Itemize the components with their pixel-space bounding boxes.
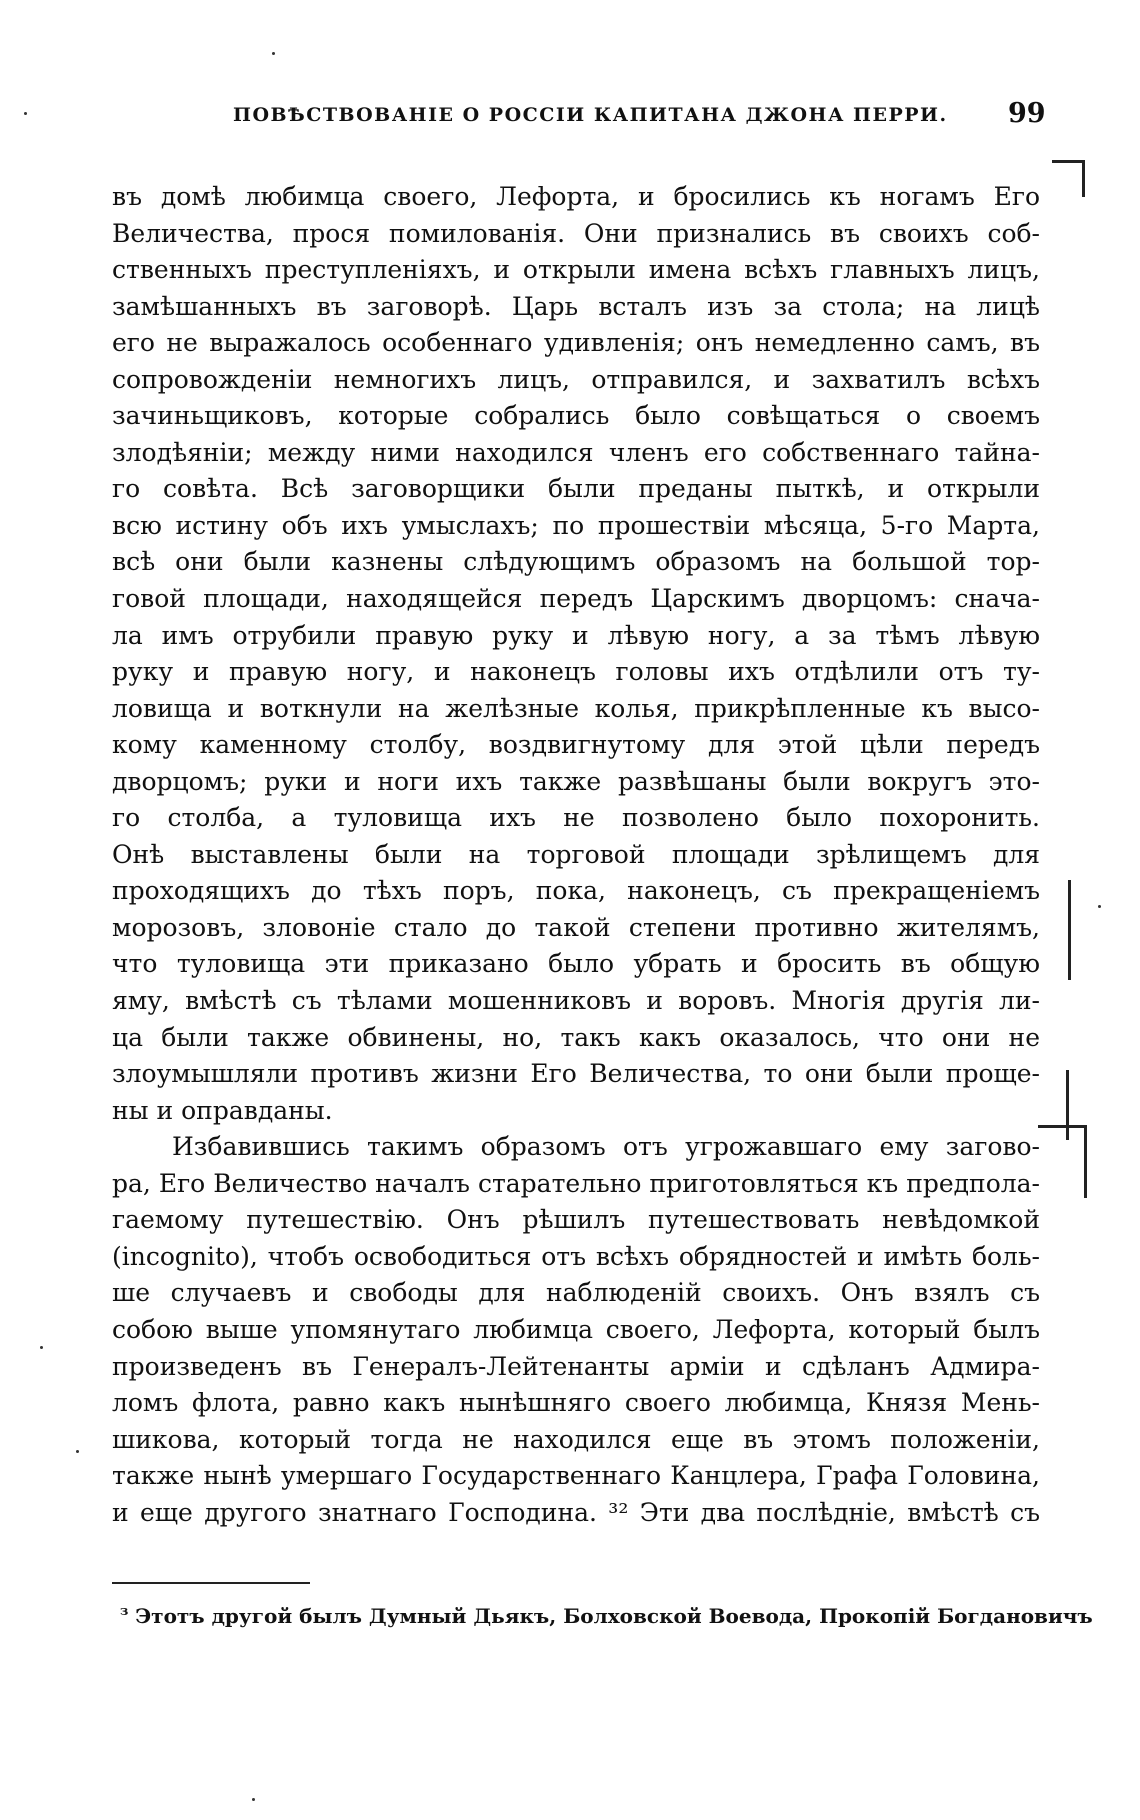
text-line: шикова, который тогда не находился еще въ этомъ положеніи, [112, 1424, 1040, 1454]
text-line: ра, Его Величество началъ старательно приготовляться къ предпола- [112, 1168, 1040, 1198]
text-line: яму, вмѣстѣ съ тѣлами мошенниковъ и воровъ. Многія другія ли- [112, 986, 1040, 1016]
text-line: морозовъ, зловоніе стало до такой степени противно жителямъ, [112, 912, 1040, 942]
text-line: кому каменному столбу, воздвигнутому для этой цѣли передъ [112, 730, 1040, 760]
text-line: ственныхъ преступленіяхъ, и открыли имена всѣхъ главныхъ лицъ, [112, 255, 1040, 285]
text-line: всю истину объ ихъ умыслахъ; по прошествіи мѣсяца, 5-го Марта, [112, 510, 1040, 540]
margin-bracket-mark [1038, 1125, 1087, 1198]
text-line: собою выше упомянутаго любимца своего, Лефорта, который былъ [112, 1314, 1040, 1344]
text-line: ломъ флота, равно какъ нынѣшняго своего любимца, Князя Мень- [112, 1388, 1040, 1418]
scan-speck [252, 1798, 255, 1801]
text-line: всѣ они были казнены слѣдующимъ образомъ на большой тор- [112, 547, 1040, 577]
text-line: Величества, прося помилованія. Они признались въ своихъ соб- [112, 218, 1040, 248]
paragraph-end-line: ны и оправданы. [112, 1095, 333, 1125]
margin-line-mark [1064, 880, 1071, 980]
scan-speck [1098, 905, 1101, 908]
text-line: дворцомъ; руки и ноги ихъ также развѣшаны были вокругъ это- [112, 766, 1040, 796]
scan-speck [76, 1450, 79, 1453]
scan-speck [40, 1346, 43, 1349]
margin-bracket-mark [1052, 160, 1085, 197]
body-text [112, 179, 1040, 1531]
footnote [120, 1604, 1093, 1628]
text-line: ловища и воткнули на желѣзные колья, прикрѣпленные къ высо- [112, 693, 1040, 723]
footnote-marker: з [120, 1604, 129, 1619]
text-line: гаемому путешествію. Онъ рѣшилъ путешествовать невѣдомкой [112, 1205, 1040, 1235]
text-line: ла имъ отрубили правую руку и лѣвую ногу, а за тѣмъ лѣвую [112, 620, 1040, 650]
text-line: го столба, а туловища ихъ не позволено было похоронить. [112, 803, 1040, 833]
text-line: произведенъ въ Генералъ-Лейтенанты арміи и сдѣланъ Адмира- [112, 1351, 1040, 1381]
text-line: что туловища эти приказано было убрать и бросить въ общую [112, 949, 1040, 979]
text-line: проходящихъ до тѣхъ поръ, пока, наконецъ, съ прекращеніемъ [112, 876, 1040, 906]
text-line: въ домѣ любимца своего, Лефорта, и бросились къ ногамъ Его [112, 182, 1040, 211]
text-line: сопровожденіи немногихъ лицъ, отправился, и захватилъ всѣхъ [112, 364, 1040, 394]
page-number: 99 [1008, 98, 1046, 129]
footnote-text: Этотъ другой былъ Думный Дьякъ, Болховской Воевода, Прокопій Богдановичъ [135, 1604, 1093, 1628]
text-line: (incognito), чтобъ освободиться отъ всѣхъ обрядностей и имѣть боль- [112, 1241, 1040, 1271]
text-line: злоумышляли противъ жизни Его Величества, то они были проще- [112, 1059, 1040, 1089]
text-line: ца были также обвинены, но, такъ какъ оказалось, что они не [112, 1022, 1040, 1052]
text-line: зачиньщиковъ, которые собрались было совѣщаться о своемъ [112, 401, 1040, 431]
text-line: его не выражалось особеннаго удивленія; онъ немедленно самъ, въ [112, 328, 1040, 358]
scan-speck [272, 52, 275, 55]
text-line: ше случаевъ и свободы для наблюденій своихъ. Онъ взялъ съ [112, 1278, 1040, 1308]
text-line: злодѣяніи; между ними находился членъ его собственнаго тайна- [112, 437, 1040, 467]
text-line: го совѣта. Всѣ заговорщики были преданы пыткѣ, и открыли [112, 474, 1040, 504]
text-line: и еще другого знатнаго Господина. ³² Эти два послѣдніе, вмѣстѣ съ [112, 1497, 1040, 1527]
text-line: также нынѣ умершаго Государственнаго Канцлера, Графа Головина, [112, 1461, 1040, 1491]
running-title: ПОВѢСТВОВАНІЕ О РОССІИ КАПИТАНА ДЖОНА ПЕРРИ. [233, 104, 948, 126]
text-line: замѣшанныхъ въ заговорѣ. Царь всталъ изъ за стола; на лицѣ [112, 291, 1040, 321]
scan-speck [24, 112, 27, 115]
text-line: руку и правую ногу, и наконецъ головы ихъ отдѣлили отъ ту- [112, 657, 1040, 687]
text-line: говой площади, находящейся передъ Царскимъ дворцомъ: снача- [112, 584, 1040, 614]
text-line: Онѣ выставлены были на торговой площади зрѣлищемъ для [112, 839, 1040, 869]
footnote-rule [112, 1582, 310, 1584]
paragraph-start-line: Избавившись такимъ образомъ отъ угрожавшаго ему загово- [172, 1132, 1040, 1162]
